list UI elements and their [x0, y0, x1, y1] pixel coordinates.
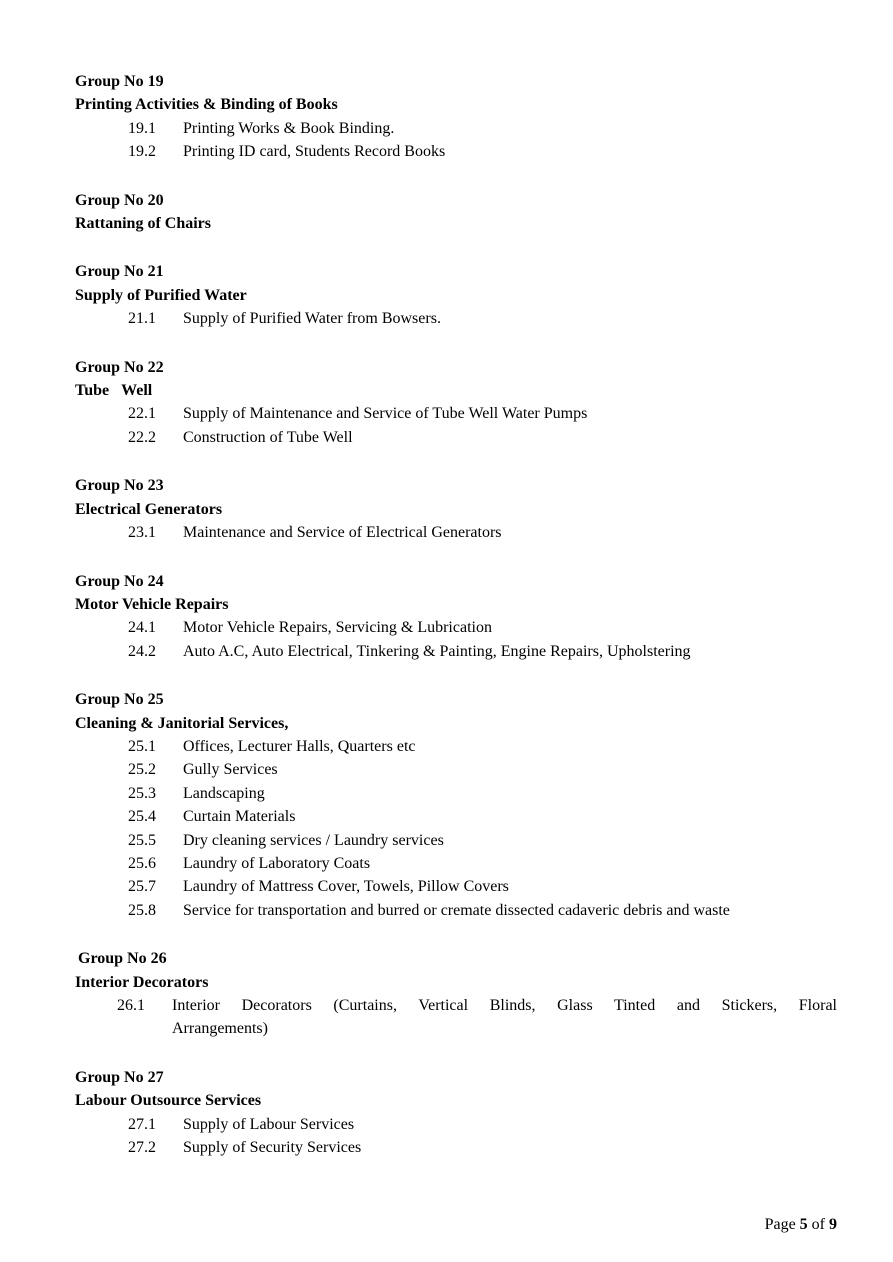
- group-block: [75, 356, 837, 450]
- group-number-heading: Group No 23: [75, 477, 164, 495]
- list-item: [128, 521, 837, 544]
- group-title-heading: Rattaning of Chairs: [75, 215, 212, 233]
- list-item: [128, 616, 837, 639]
- group-title-heading: Supply of Purified Water: [75, 286, 247, 304]
- item-number: 25.6: [128, 854, 156, 872]
- item-text-line: Construction of Tube Well: [183, 428, 353, 446]
- document-body: [75, 70, 837, 1184]
- item-number: 19.1: [128, 119, 156, 137]
- item-text: [183, 640, 837, 663]
- footer-total-pages: 9: [829, 1216, 837, 1234]
- group-block: [75, 70, 837, 164]
- item-text-line: Printing Works & Book Binding.: [183, 119, 395, 137]
- item-number: 25.8: [128, 901, 156, 919]
- item-number: 27.1: [128, 1115, 156, 1133]
- group-block: [75, 474, 837, 544]
- item-number: 25.4: [128, 808, 156, 826]
- item-number: 22.2: [128, 428, 156, 446]
- item-text-line: Service for transportation and burred or cremate dissected cadaveric debris and waste: [183, 901, 730, 919]
- item-text: [183, 782, 837, 805]
- item-text-line: Dry cleaning services / Laundry services: [183, 831, 444, 849]
- list-item: [128, 852, 837, 875]
- footer-page-label: Page: [764, 1216, 800, 1234]
- item-number: 26.1: [117, 997, 145, 1014]
- item-text: [183, 521, 837, 544]
- item-text-line: Supply of Security Services: [183, 1139, 362, 1157]
- item-text-line: Supply of Maintenance and Service of Tube Well Water Pumps: [183, 405, 588, 423]
- list-item: [128, 805, 837, 828]
- group-title-heading: Tube Well: [75, 382, 153, 400]
- page-footer: [749, 1190, 837, 1260]
- item-text-line: Laundry of Laboratory Coats: [183, 854, 371, 872]
- list-item: [128, 899, 837, 922]
- item-number: 19.2: [128, 143, 156, 161]
- group-number-heading: Group No 21: [75, 263, 164, 281]
- item-text-line: Gully Services: [183, 761, 278, 779]
- group-title-heading: Motor Vehicle Repairs: [75, 595, 229, 613]
- item-text: [183, 758, 837, 781]
- item-text-line: Offices, Lecturer Halls, Quarters etc: [183, 737, 416, 755]
- item-number: 24.1: [128, 619, 156, 637]
- list-item: [128, 782, 837, 805]
- list-item: [117, 994, 837, 1041]
- item-text-line: Auto A.C, Auto Electrical, Tinkering & Painting, Engine Repairs, Upholstering: [183, 642, 691, 660]
- group-title-heading: Cleaning & Janitorial Services,: [75, 714, 289, 732]
- list-item: [128, 735, 837, 758]
- item-text: [172, 994, 837, 1041]
- list-item: [128, 117, 837, 140]
- group-title-heading: Electrical Generators: [75, 500, 223, 518]
- item-number: 25.3: [128, 784, 156, 802]
- group-number-heading: Group No 19: [75, 73, 164, 90]
- list-item: [128, 307, 837, 330]
- group-number-heading: Group No 27: [75, 1068, 164, 1086]
- group-number-heading: Group No 22: [75, 358, 164, 376]
- list-item: [128, 875, 837, 898]
- item-text-line: Supply of Labour Services: [183, 1115, 355, 1133]
- item-text: [183, 1136, 837, 1159]
- item-text-line: Laundry of Mattress Cover, Towels, Pillow Covers: [183, 878, 509, 896]
- group-number-heading: Group No 25: [75, 691, 164, 709]
- group-title-heading: Interior Decorators: [75, 973, 209, 991]
- item-number: 24.2: [128, 642, 156, 660]
- group-number-heading: Group No 26: [78, 950, 167, 968]
- item-number: 25.5: [128, 831, 156, 849]
- group-block: [75, 688, 837, 922]
- list-item: [128, 1136, 837, 1159]
- list-item: [128, 758, 837, 781]
- group-block: [75, 1066, 837, 1160]
- item-text: [183, 1113, 837, 1136]
- item-text: [183, 875, 837, 898]
- item-number: 22.1: [128, 405, 156, 423]
- item-text: [183, 735, 837, 758]
- group-number-heading: Group No 24: [75, 572, 164, 590]
- group-title-heading: Printing Activities & Binding of Books: [75, 96, 338, 114]
- list-item: [128, 140, 837, 163]
- item-text-line: Motor Vehicle Repairs, Servicing & Lubrication: [183, 619, 492, 637]
- item-text-line: Landscaping: [183, 784, 265, 802]
- item-number: 25.2: [128, 761, 156, 779]
- item-number: 21.1: [128, 310, 156, 328]
- item-text: [183, 117, 837, 140]
- item-text-line: Maintenance and Service of Electrical Generators: [183, 524, 502, 542]
- list-item: [128, 402, 837, 425]
- item-number: 27.2: [128, 1139, 156, 1157]
- group-title-heading: Labour Outsource Services: [75, 1092, 262, 1110]
- item-number: 25.1: [128, 737, 156, 755]
- item-text-line: Curtain Materials: [183, 808, 296, 826]
- group-block: [75, 570, 837, 664]
- item-number: 25.7: [128, 878, 156, 896]
- list-item: [128, 1113, 837, 1136]
- item-text-line: Arrangements): [172, 1020, 268, 1038]
- list-item: [128, 426, 837, 449]
- group-number-heading: Group No 20: [75, 191, 164, 209]
- item-text: [183, 852, 837, 875]
- item-text: [183, 307, 837, 330]
- item-text-line: Supply of Purified Water from Bowsers.: [183, 310, 441, 328]
- group-block: [75, 189, 837, 236]
- item-text-line: Interior Decorators (Curtains, Vertical Blinds, Glass Tinted and Stickers, Floral: [172, 997, 837, 1014]
- item-text: [183, 829, 837, 852]
- item-text: [183, 899, 837, 922]
- list-item: [128, 640, 837, 663]
- group-block: [75, 260, 837, 330]
- footer-of-label: of: [807, 1216, 829, 1234]
- item-text: [183, 805, 837, 828]
- item-text-line: Printing ID card, Students Record Books: [183, 143, 446, 161]
- item-text: [183, 616, 837, 639]
- item-text: [183, 140, 837, 163]
- group-block: [75, 947, 837, 1041]
- item-text: [183, 426, 837, 449]
- list-item: [128, 829, 837, 852]
- footer-current-page: 5: [799, 1216, 808, 1234]
- item-text: [183, 402, 837, 425]
- item-number: 23.1: [128, 524, 156, 542]
